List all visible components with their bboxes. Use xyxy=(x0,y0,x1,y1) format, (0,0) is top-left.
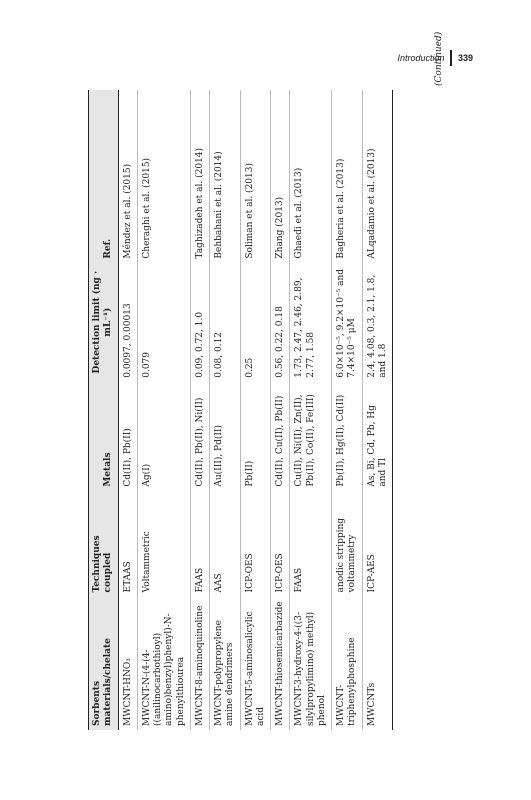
table-row xyxy=(290,90,332,730)
cell: 0.079 xyxy=(137,263,190,382)
cell: Pb(II), Hg(II), Cd(II) xyxy=(332,382,363,491)
cell: MWCNT-8-aminoquinoline xyxy=(190,596,209,730)
cell: ETAAS xyxy=(118,491,137,597)
cell: MWCNT-HNO₃ xyxy=(118,596,137,730)
cell: Zhang (2013) xyxy=(271,90,290,263)
header-ref: Ref. xyxy=(89,90,119,263)
cell: 0.09, 0.72, 1.0 xyxy=(190,263,209,382)
header-row xyxy=(89,90,119,730)
page-number: 339 xyxy=(457,53,473,63)
cell: MWCNTs xyxy=(362,596,393,730)
cell: Behbahani et al. (2014) xyxy=(210,90,241,263)
cell: Voltammetric xyxy=(137,491,190,597)
cell: FAAS xyxy=(190,491,209,597)
cell: Pb(II) xyxy=(240,382,271,491)
cell: 6.0×10⁻⁵, 9.2×10⁻⁵ and 7.4×10⁻⁵ μM xyxy=(332,263,363,382)
cell: Soliman et al. (2013) xyxy=(240,90,271,263)
data-table xyxy=(88,90,393,730)
table-row xyxy=(271,90,290,730)
cell: ALqadamio et al. (2013) xyxy=(362,90,393,263)
cell: Au(III), Pd(II) xyxy=(210,382,241,491)
cell: ICP-OES xyxy=(271,491,290,597)
cell: MWCNT-triphenylphosphine xyxy=(332,596,363,730)
cell: Cd(II), Cu(II), Pb(II) xyxy=(271,382,290,491)
cell: MWCNT-N-(4-(4-((anilinocarbothioyl) amino)benzyl)phenyl)-N-phenylthiourea xyxy=(137,596,190,730)
header-sorbent: Sorbents materials/chelate xyxy=(89,596,119,730)
cell: 0.56, 0.22, 0.18 xyxy=(271,263,290,382)
cell: ICP-OES xyxy=(240,491,271,597)
table-row xyxy=(137,90,190,730)
cell: 0.0097, 0.00013 xyxy=(118,263,137,382)
cell: 2.4, 4.08, 0.3, 2.1, 1.8, and 1.8 xyxy=(362,263,393,382)
header-detection-limit: Detection limit (ng · mL⁻¹) xyxy=(89,263,119,382)
cell: Taghizadeh et al. (2014) xyxy=(190,90,209,263)
cell: Ghaedi et al. (2013) xyxy=(290,90,332,263)
cell: MWCNT-3-hydroxy-4-((3-silylpropylimino) methyl) phenol xyxy=(290,596,332,730)
cell: MWCNT-polypropylene amine dendrimers xyxy=(210,596,241,730)
cell: 0.25 xyxy=(240,263,271,382)
cell: Bagheria et al. (2013) xyxy=(332,90,363,263)
cell: MWCNT-5-aminosalicylic acid xyxy=(240,596,271,730)
header-metals: Metals xyxy=(89,382,119,491)
cell: MWCNT-thiosemicarbazide xyxy=(271,596,290,730)
cell: Cu(II), Ni(II), Zn(II), Pb(II), Co(II), Fe(III) xyxy=(290,382,332,491)
table-row xyxy=(240,90,271,730)
table-row xyxy=(332,90,363,730)
cell: Méndez et al. (2015) xyxy=(118,90,137,263)
cell: 0.08, 0.12 xyxy=(210,263,241,382)
cell: As, Bi, Cd, Pb, Hg and Tl xyxy=(362,382,393,491)
cell: Cd(II), Pb(II), Ni(II) xyxy=(190,382,209,491)
table-row xyxy=(210,90,241,730)
cell: ICP-AES xyxy=(362,491,393,597)
cell: 1.73, 2.47, 2.46, 2.89, 2.77, 1.58 xyxy=(290,263,332,382)
cell: Cd(II), Pb(II) xyxy=(118,382,137,491)
section-title: Introduction xyxy=(397,53,445,63)
table-row xyxy=(118,90,137,730)
cell: AAS xyxy=(210,491,241,597)
table-row xyxy=(190,90,209,730)
continued-label: (Continued) xyxy=(434,31,444,86)
cell: anodic stripping voltammetry xyxy=(332,491,363,597)
cell: FAAS xyxy=(290,491,332,597)
divider xyxy=(450,50,452,66)
cell: Ag(I) xyxy=(137,382,190,491)
header-technique: Techniques coupled xyxy=(89,491,119,597)
cell: Cheraghi et al. (2015) xyxy=(137,90,190,263)
rotated-table xyxy=(88,90,454,730)
table-row xyxy=(362,90,393,730)
